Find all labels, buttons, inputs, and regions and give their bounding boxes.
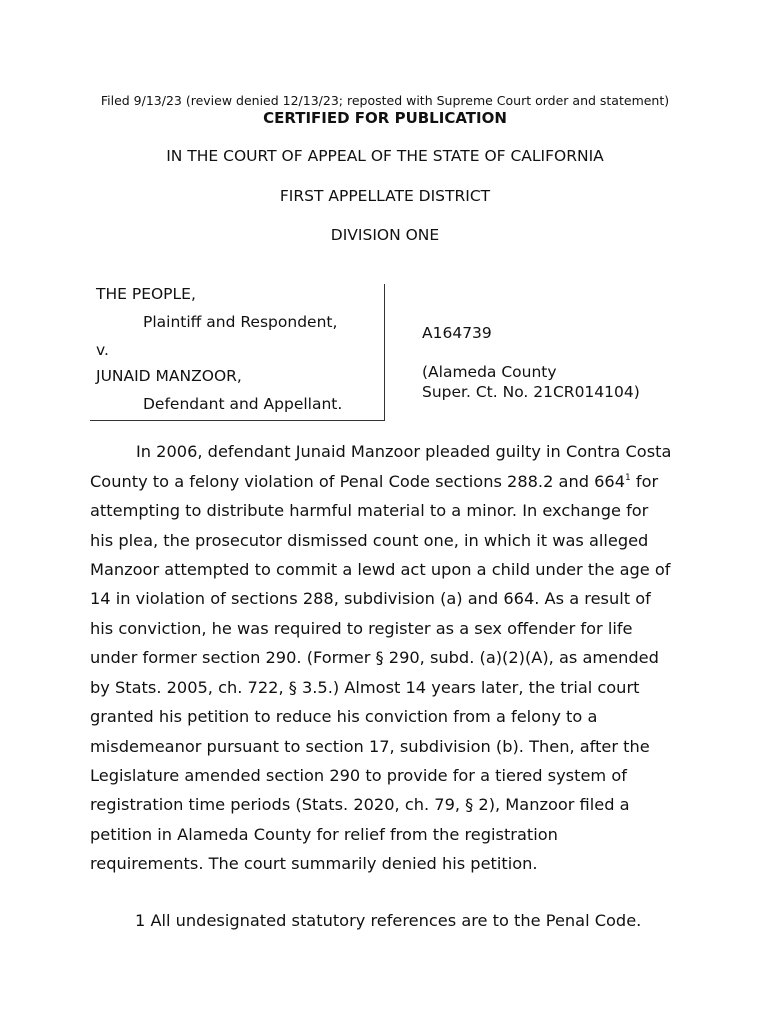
paragraph-line: under former section 290. (Former § 290, subd. (a)(2)(A), as amended [90, 648, 659, 667]
footnote: 1 All undesignated statutory references are to the Penal Code. [135, 911, 642, 930]
paragraph-line: County to a felony violation of Penal Code sections 288.2 and $664^1$ for [90, 472, 659, 491]
paragraph-line: his conviction, he was required to register as a sex offender for life [90, 619, 633, 638]
defendant-name: JUNAID MANZOOR, [96, 367, 242, 385]
paragraph-line: by Stats. 2005, ch. 722, § 3.5.) Almost 14 years later, the trial court [90, 678, 640, 697]
paragraph-line: petition in Alameda County for relief from the registration [90, 825, 558, 844]
paragraph-line: attempting to distribute harmful material to a minor. In exchange for [90, 501, 649, 520]
versus: v. [96, 341, 109, 359]
paragraph-line: Legislature amended section 290 to provide for a tiered system of [90, 766, 627, 785]
paragraph-line: granted his petition to reduce his conviction from a felony to a [90, 707, 598, 726]
plaintiff-name: THE PEOPLE, [96, 285, 196, 303]
paragraph-line: misdemeanor pursuant to section 17, subdivision (b). Then, after the [90, 737, 650, 756]
district-name: FIRST APPELLATE DISTRICT [279, 187, 491, 205]
division-name: DIVISION ONE [330, 226, 440, 244]
filed-note: Filed 9/13/23 (review denied 12/13/23; reposted with Supreme Court order and statement) [100, 93, 670, 108]
county-line1: (Alameda County [422, 363, 557, 381]
court-name: IN THE COURT OF APPEAL OF THE STATE OF CALIFORNIA [166, 147, 604, 165]
case-number: A164739 [422, 324, 492, 342]
footnote-marker[interactable]: 1 [625, 473, 631, 483]
caption-divider-vertical [384, 284, 385, 421]
paragraph-line: his plea, the prosecutor dismissed count one, in which it was alleged [90, 531, 649, 550]
paragraph-line: In 2006, defendant Junaid Manzoor pleaded guilty in Contra Costa [136, 442, 672, 461]
paragraph-line: registration time periods (Stats. 2020, ch. 79, § 2), Manzoor filed a [90, 795, 630, 814]
defendant-role: Defendant and Appellant. [143, 395, 343, 413]
county-line2: Super. Ct. No. 21CR014104) [422, 383, 640, 401]
plaintiff-role: Plaintiff and Respondent, [143, 313, 338, 331]
caption-divider-horizontal [90, 420, 385, 421]
certified-heading: CERTIFIED FOR PUBLICATION [263, 109, 507, 127]
paragraph-line: Manzoor attempted to commit a lewd act upon a child under the age of [90, 560, 671, 579]
paragraph-line: 14 in violation of sections 288, subdivision (a) and 664. As a result of [90, 589, 651, 608]
paragraph-line: requirements. The court summarily denied his petition. [90, 854, 538, 873]
